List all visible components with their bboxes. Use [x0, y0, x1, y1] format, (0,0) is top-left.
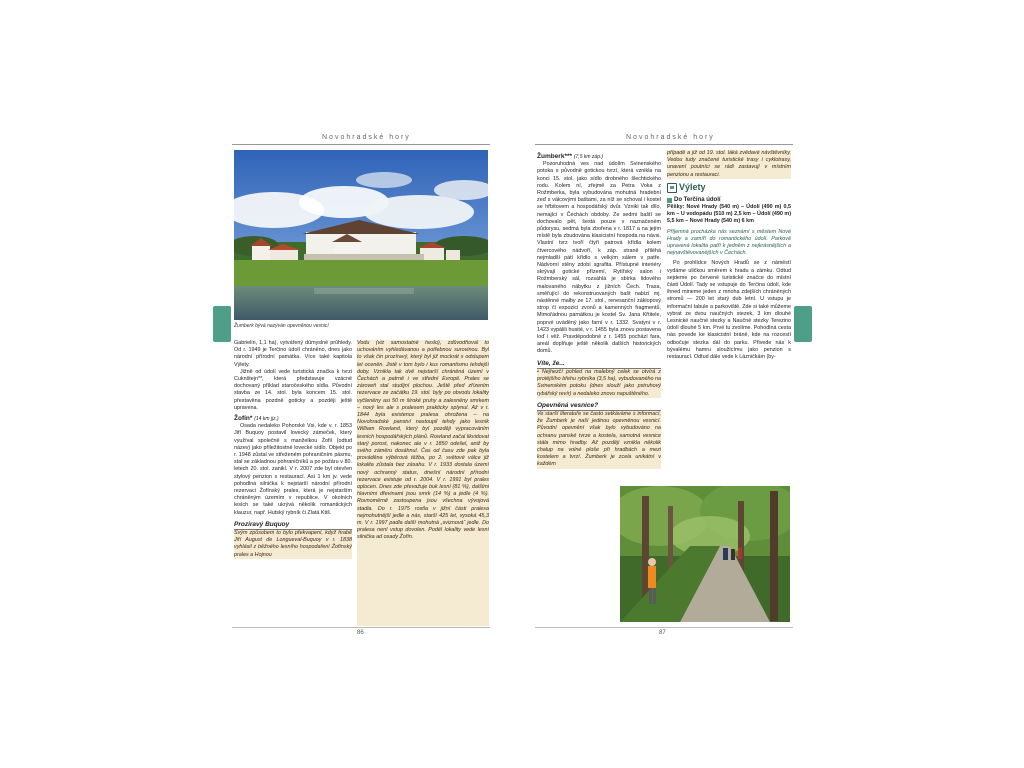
paragraph: Jižně od údolí vede turistická značka k tvrzi Cuknštejn**, která představuje vzácně dochovaný příklad staročeského sídla. Původní stavba ze 14. stol. byla koncem 15. stol. přestavěna pozdně goticky a později ještě upravena. [234, 368, 352, 411]
trips-heading [667, 183, 791, 193]
photo-zumberk [234, 150, 488, 320]
page-number-left: 86 [357, 630, 364, 636]
box-title: Opevněná vesnice? [537, 402, 661, 411]
box-text-continued: případě a již od 19. stol. láká zvědavé návštěvníky. Vedou tudy značené turistické trasy i cyklotrasy, unavení poutníci se rádi zastavují v místním penzionu a restauraci. [667, 150, 791, 178]
box-text: • Nejhezčí pohled na malebný celek se otvírá z protějšího břehu rybníka (3,5 ha), vybudovaného na Svinenském potoku (dnes slouží jako pstruhový rybářský revír) a nedaleko znovu napuštěného. [537, 368, 661, 397]
trip-heading [667, 197, 791, 204]
heading-text: Žofín* [234, 415, 253, 423]
trips-icon [667, 183, 677, 193]
trip-intro: Příjemná procházka nás seznámí s městem Nové Hrady a zamíří do romantického údolí. Parkově upravená lokalita patří k jedněm z nejkrásnějších a nejnavštěvovanějších v Čechách. [667, 228, 791, 257]
page-number-right: 87 [659, 630, 666, 636]
thumb-tab-right [794, 306, 812, 342]
trip-title: Do Terčina údolí [674, 196, 721, 203]
box-text: Ve starší literatuře se často setkáváme s informací, že Žumberk je naší jedinou opevněnou vesnicí. Původní opevnění však bylo vybudováno na ochranu panské tvrze a kostela, samotná vesnice stála mimo hradby. Až později vznikla několik chalup na volné ploše při hradbách a mezi kostelem a tvrzí. Žumberk je zcela unikátní v každém [537, 410, 661, 468]
running-head-right: Novohradské hory [626, 134, 715, 141]
box-title: Víte, že... [537, 360, 661, 369]
thumb-tab-left [213, 306, 231, 342]
photo-caption: Žumberk bývá nazýván opevněnou vesnicí [234, 323, 329, 329]
paragraph: Po prohlídce Nových Hradů se z náměstí vydáme uličkou směrem k hradu a zámku. Odtud sejdeme po červené turistické značce do místní části Údolí. Tady se vstupuje do Terčina údolí, kde ihned mineme jeden z mnoha zdejších chráněných stromů — 200 let starý dub letní. U vstupu je informační tabule a parkoviště. Zde si také můžeme vybrat ze dvou naučných stezek, 3 km dlouhé Lesnické naučné stezky a Naučné stezky Terezino údolí dlouhé 5 km. Prvé tu zvolíme. Pohodlná cesta nás povede ke klasicistní bráně, kde na rozcestí odbočuje stezka dál do parku. Přivede nás k bývalému hamru sloužícímu jako penzion s restaurací. Odtud dále vede k Lázničkám (by- [667, 260, 791, 361]
text-column-1 [234, 340, 352, 626]
square-bullet-icon [667, 198, 672, 203]
heading-distance: (7,5 km záp.) [573, 154, 604, 160]
section-heading [537, 153, 661, 161]
heading-text: Žumberk*** [537, 153, 573, 160]
trips-heading-text: Výlety [679, 182, 706, 193]
running-head-left: Novohradské hory [322, 134, 411, 141]
box-text: Svým způsobem to bylo překvapení, když hrabě Jiří August de Longueval-Buquoy v r. 1838 vyhlásil z běžného lesního hospodaření Žofínský prales a Hojnou [234, 530, 352, 558]
section-heading [234, 415, 352, 423]
paragraph: Pozoruhodná ves nad údolím Svinenského potoka s původně gotickou tvrzí, která vznikla na konci 15. stol. jako sídlo drobného šlechtického rodu. Kolem ní, zřejmě za Petra Voka z Rožmberka, byla vybudována mohutná hradební zeď s válcovými baštami, za níž se schoval i kostel se hřbitovem a hospodářský dvůr. Vznikl tak dílo, nemající v Čechách obdoby. Ze sedmi baští se dochovalo pět, šestá pouze v naznačeném půdorysu, sedmá byla zbořena v r. 1817 a na jejím místě byla zbudována klasicistní hospoda na návsi. Vlastní tvrz tvoří čtyři patrová křídla kolem čtvercového nádvoří, k záp. straně přiléhá nejmladší pátí křídlo s velkým sálem v patře. Nádvorní stěny zdobí sgrafita. Přístupné interiéry skrývají gotické přízemí, Rytířský salon i Rožmberský sál, rozsáhlá je sbírka lidového malovaného nábytku z jižních Čech. Trasa, směřující do rekonstruovaných bašt nabízí mj. nástěnné malby ze 17. stol., renesanční záklopový strop či expozici zvonů a kamenných fragmentů. Mimořádnou památkou je kostel Sv. Jana Křtitele, poprvé uváděný jako farní v r. 1332. Svatyni v r. 1423 vypálili husité, v r. 1455 byla znovu postavena loď i věž. Pravděpodobně z r. 1455 pochází fara, areál doplňuje ještě několik dalších historických domů. [537, 161, 661, 355]
footer-rule-left [232, 627, 490, 628]
footer-rule-right [535, 627, 793, 628]
trip-route: Pěšky: Nové Hrady (540 m) – Údolí (490 m) 0,5 km – U vodopádu (510 m) 2,5 km – Údolí (490 m) 5,5 km – Nové Hrady (540 m) 6 km [667, 204, 791, 225]
header-rule-left [232, 144, 490, 145]
photo-forest-path [620, 486, 790, 622]
paragraph: Osada nedaleko Pohorské Vsi, kde v. r. 1853 Jiří Buquoy postavil lovecký zámeček, který využíval společně s manželkou Žofií (odtud název) jako příležitostné lovecké sídlo. Objekt po r. 1948 zůstal ve střeženém pohraničním pásmu, stal se základnou pohraničníků a po požáru v 80. letech 20. stol. zanikl. V r. 2007 zde byl otevřen stylový penzion s restaurací. Asi 1 km jv. vede pohodlná silnička k nejstarší národní přírodní rezervaci Žofínský prales, která je nejstarším chráněným územím v republice. V okolních lesích se také ukrývá několik romantických klauzur, např. Hutský rybník či Zlatá Ktiš. [234, 423, 352, 516]
paragraph: Gabrielin, 1,1 ha), vytvářený důmyslné průhledy. Od r. 1949 je Terčino údolí chráněno, dnes jako národní přírodní památka. Více také kapitola Výlety. [234, 340, 352, 368]
box-text: Vodu (viz samostatné heslo), zdůvodňoval to uchováním vyhledávanou a potřebnou surovinou. Byl to však čin prozíravý, který byl již mockrát s odstupem let oceněn. Jistě v tom bylo i kus romantismu tehdejší doby. Vznikla tak dvě nejstarší chráněná území v Čechách a patrně i ve střední Evropě. Prales se zároveň stal studijní plochou. Ještě před zřízením rezervace ze začátku 19. stol. byly po obvodu lokality vyčleněny asi 50 m široké pruhy a zalesněny smrkem – nový les ale s pralesem prakticky splynul. Až v r. 1844 byla existence pralesa ohrožena – na Novohradské panství nastoupil tehdy jako lesník William Rowland, který byl později vypracováním lesních hospodářských plánů. Rowland začal likvidovat starý porost, nakonec ale v r. 1850 odešel, aniž by svého záměru dosáhnul. Čas od času zde pak byla prováděna výběrová těžba, po 2. světové válce již lokalita zůstala bez zásahu. V r. 1933 dostala území nový ochranný status, dnešní národní přírodní rezervace existuje od r. 2004. V r. 1991 byl prales oplocen. Dnes zde převažuje buk lesní (81 %), dalšími hlavními dřevinami jsou smrk (14 %) a jedle (4 %). Rovnoměrně zastoupena jsou všechna vývojová stadia. Do r. 1975 rostla v jižní části pralesa nejmohutnější jedle a nás, starší 425 let, vysoká 45,3 m. V r. 1997 padla další mohutná „sviznová“ jedle. Do pralesa není vstup dovolen. Podél lokality vede lesní silnička ad osady Žofín. [357, 340, 489, 541]
heading-distance: (14 km jjz.) [254, 416, 279, 423]
text-column-2 [357, 340, 489, 626]
header-rule-right [535, 144, 793, 145]
box-title: Proziravý Buquoy [234, 521, 352, 530]
